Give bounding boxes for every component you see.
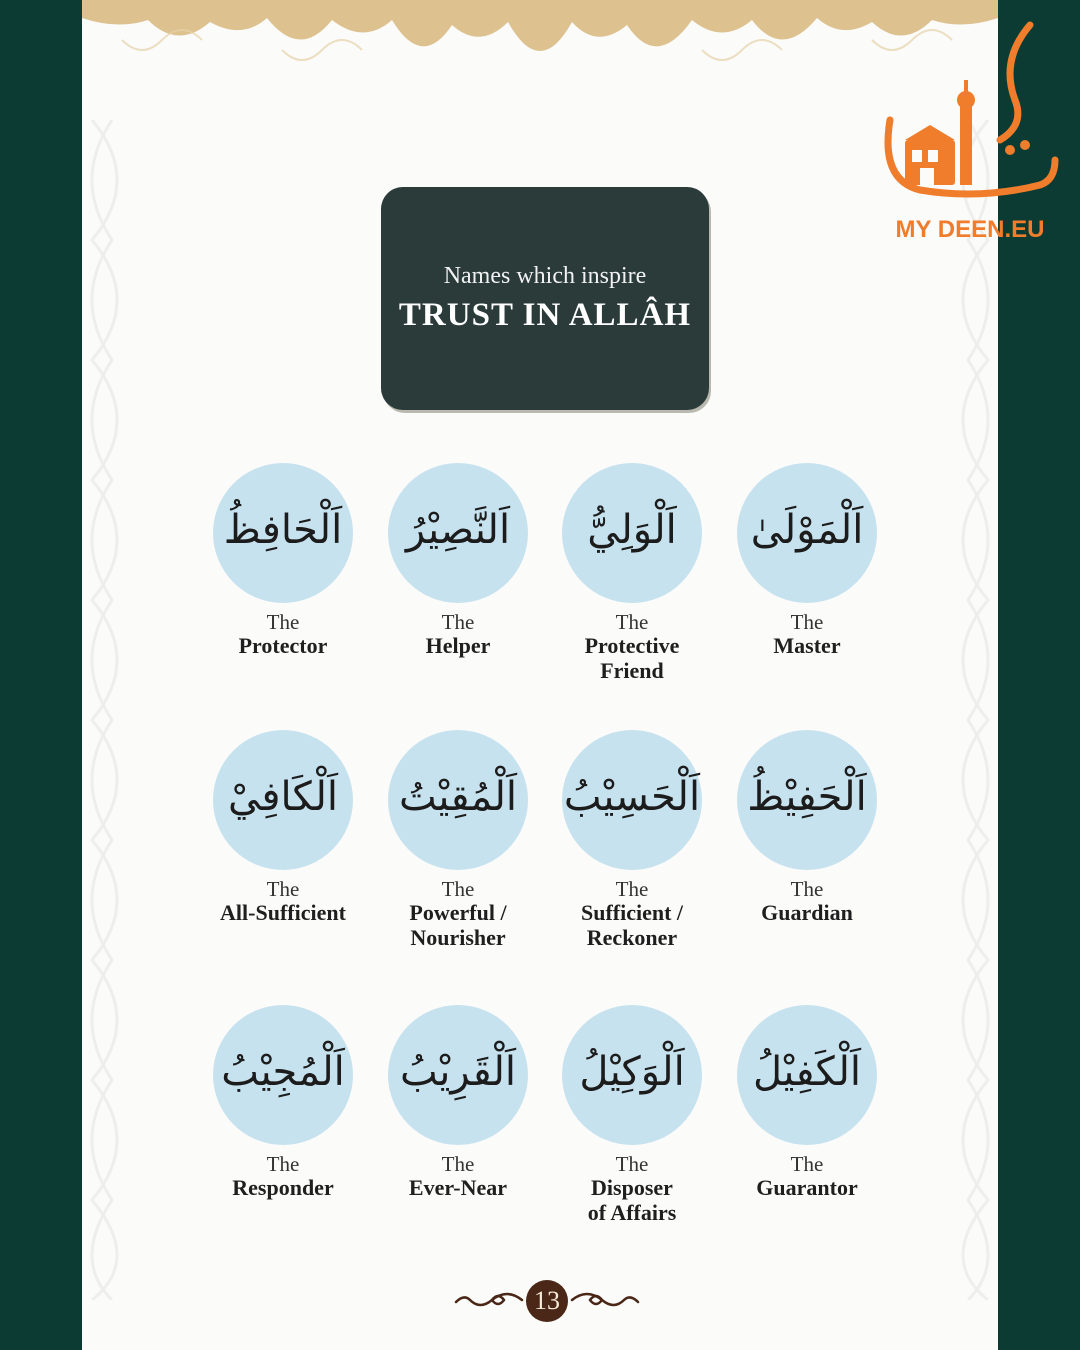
name-card-all-sufficient [198,730,368,925]
arabic-name: اَلْمَوْلَىٰ [750,507,864,553]
name-card-sufficient-reckoner [547,730,717,950]
name-prefix: The [441,877,475,901]
english-name-line-2: Nourisher [410,925,506,950]
english-name: Protective [584,633,680,658]
name-prefix: The [790,610,824,634]
name-prefix: The [615,1152,649,1176]
header-subtitle: Names which inspire [443,263,647,289]
name-circle [737,1005,877,1145]
english-name: Guardian [761,900,853,925]
arabic-name: اَلْكَفِيْلُ [753,1049,861,1095]
name-circle [213,1005,353,1145]
mosque-logo-icon [880,20,1060,220]
english-name-line-2: Reckoner [586,925,678,950]
name-card-responder [198,1005,368,1200]
page-number: 13 [526,1280,568,1322]
header-title: TRUST IN ALLÂH [398,297,692,333]
english-name: Protector [238,633,328,658]
name-circle [213,730,353,870]
english-name: Powerful / [409,900,507,925]
name-circle [737,730,877,870]
name-card-protector [198,463,368,658]
name-prefix: The [790,1152,824,1176]
name-card-helper [373,463,543,658]
name-prefix: The [790,877,824,901]
name-prefix: The [615,877,649,901]
name-card-guarantor [722,1005,892,1200]
arabic-name: اَلْوَكِيْلُ [579,1049,685,1095]
arabic-name: اَلْحَفِيْظُ [747,774,867,820]
name-card-guardian [722,730,892,925]
name-card-protective-friend [547,463,717,683]
logo-text: MY DEEN.EU [895,216,1045,243]
arabic-name: اَلْقَرِيْبُ [400,1049,517,1095]
english-name: Ever-Near [408,1175,508,1200]
book-page [82,0,998,1350]
english-name: Responder [232,1175,334,1200]
name-card-ever-near [373,1005,543,1200]
english-name-line-2: of Affairs [587,1200,677,1225]
name-circle [562,1005,702,1145]
name-prefix: The [266,610,300,634]
name-card-powerful-nourisher [373,730,543,950]
name-prefix: The [266,877,300,901]
english-name: All-Sufficient [220,900,346,925]
my-deen-logo [880,20,1060,243]
english-name: Master [773,633,841,658]
name-card-master [722,463,892,658]
name-circle [213,463,353,603]
name-circle [388,463,528,603]
name-prefix: The [266,1152,300,1176]
name-circle [388,730,528,870]
name-circle [388,1005,528,1145]
arabic-name: اَلْوَلِيُّ [587,507,677,553]
names-grid [82,0,998,1350]
english-name: Sufficient / [580,900,684,925]
arabic-name: اَلْكَافِيْ [227,774,339,820]
english-name: Guarantor [756,1175,858,1200]
english-name-line-2: Friend [600,658,664,683]
arabic-name: اَلْحَافِظُ [223,507,343,553]
arabic-name: اَلنَّصِيْرُ [405,507,511,553]
english-name: Helper [425,633,491,658]
name-circle [562,463,702,603]
name-circle [562,730,702,870]
name-prefix: The [615,610,649,634]
name-circle [737,463,877,603]
arabic-name: اَلْمُقِيْتُ [399,774,518,820]
page-number-ornament [452,1278,642,1322]
name-prefix: The [441,1152,475,1176]
arabic-name: اَلْمُجِيْبُ [221,1049,345,1095]
name-prefix: The [441,610,475,634]
arabic-name: اَلْحَسِيْبُ [563,774,701,820]
name-card-disposer-of-affairs [547,1005,717,1225]
english-name: Disposer [591,1175,673,1200]
